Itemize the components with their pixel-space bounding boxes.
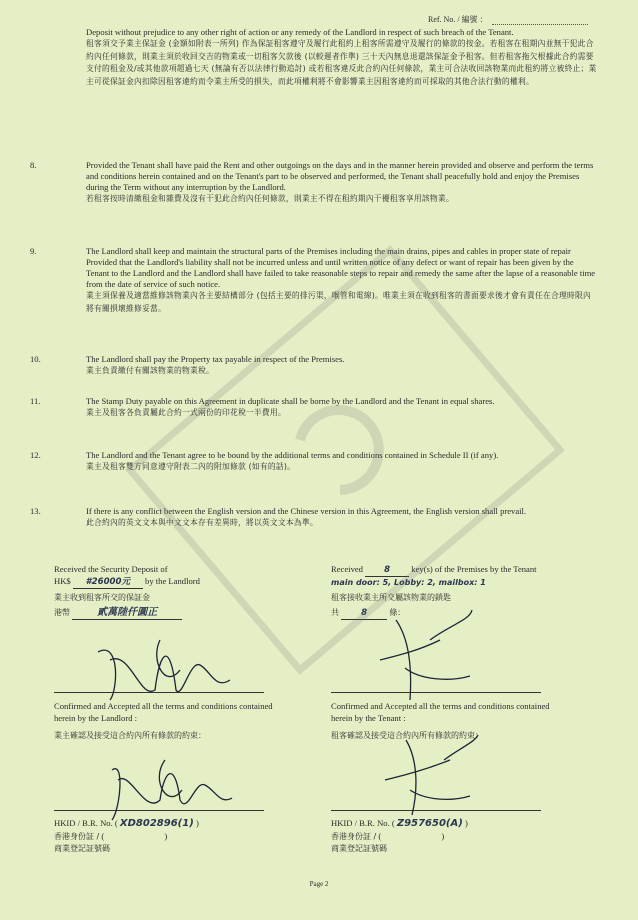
- clause-zh: 此合約內的英文文本與中文文本存有差異時，將以英文文本為準。: [86, 518, 318, 527]
- landlord-signature-top: [98, 640, 230, 700]
- clause-zh: 若租客按時清繳租金和雜費及沒有干犯此合約內任何條款，則業主不得在租約期內干擾租客享用該物業。: [86, 194, 454, 203]
- clause-en: The Landlord shall pay the Property tax payable in respect of the Premises.: [86, 354, 345, 364]
- tenant-received-label: Received: [331, 564, 363, 574]
- clause-en: The Stamp Duty payable on this Agreement in duplicate shall be borne by the Landlord and the Tenant in equal shares.: [86, 396, 495, 406]
- ref-label: Ref. No. / 編號 ：: [428, 15, 488, 24]
- intro-zh: 租客須交予業主保証金 (金額如附表一所列) 作為保証租客遵守及履行此租約上租客所需遵守及履行的條款的按金。若租客在租期內並無干犯此合約內任何條款，則業主須於收回交吉的物業或一切租客欠款後 (以較遲者作準) 三十天內無息退還該保証金予租客。但若租客拖欠根據此合約需要支付的租金及/或其他款項超過七天 (無論有否以法律行動追討) 或若租客違反此合約內任何條款，業主可合法收回該物業而此租約將立被終止；業主可從保証金內扣除因租客違約而令業主所受的損失，而此項權利將不會影響業主因租客違約而可採取的其他合法行動的權利。: [86, 39, 597, 86]
- tenant-signature-top: [380, 610, 472, 700]
- zh-hk-prefix: 港幣: [54, 608, 70, 617]
- clause-number: 8.: [30, 160, 37, 170]
- ref-blank: [492, 15, 588, 25]
- clause-zh: 業主須保養及適當維修該物業內各主要結構部分 (包括主要的排污渠，喉管和電線)。唯業主須在收到租客的書面要求後才會有責任在合理時限內將有關損壞維修妥當。: [86, 291, 591, 313]
- clause-en: Provided the Tenant shall have paid the Rent and other outgoings on the days and in the manner herein provided and observe and perform the terms and conditions herein contained and on the Tenant's part to be observed and performed, the Tenant shall peacefully hold and enjoy the Premises during the Term without any interruption by the Landlord.: [86, 160, 594, 192]
- landlord-hkid-value: XD802896(1): [119, 818, 194, 829]
- clause-13: [30, 506, 598, 530]
- zh-total-suffix: 條：: [389, 608, 406, 617]
- tenant-confirm-block: [331, 700, 571, 742]
- landlord-deposit-block: [54, 563, 294, 620]
- keys-suffix: key(s) of the Premises by the Tenant: [411, 564, 537, 574]
- intro-en: Deposit without prejudice to any other right of action or any remedy of the Landlord in respect of such breach of the Tenant.: [86, 27, 514, 37]
- by-landlord-label: by the Landlord: [145, 576, 200, 586]
- landlord-zh-received: 業主收到租客所交的保証金: [54, 593, 150, 602]
- clause-zh: 業主及租客雙方同意遵守附表二內的附加條款 (如有的話)。: [86, 462, 296, 471]
- landlord-signature-line-2: [54, 810, 264, 811]
- landlord-hkid-label: HKID / B.R. No.: [54, 818, 113, 828]
- keys-count-handwritten: 8: [365, 564, 409, 577]
- clause-number: 9.: [30, 246, 37, 256]
- tenant-hkid-value: Z957650(A): [396, 818, 463, 829]
- ref-number: [428, 14, 588, 25]
- tenant-signature-bottom: [385, 735, 478, 815]
- landlord-zh-br: 商業登記証號碼: [54, 844, 110, 853]
- deposit-zh-handwritten: 貳萬陸仟圓正: [72, 607, 182, 620]
- keys-detail-handwritten: main door: 5, Lobby: 2, mailbox: 1: [331, 578, 486, 587]
- landlord-signature-bottom: [112, 760, 232, 820]
- clause-zh: 業主及租客各負責屬此合約一式兩份的印花稅一半費用。: [86, 408, 286, 417]
- clause-en: The Landlord and the Tenant agree to be bound by the additional terms and conditions contained in Schedule II (if any).: [86, 450, 499, 460]
- clause-en: If there is any conflict between the English version and the Chinese version in this Agreement, the English version shall prevail.: [86, 506, 527, 516]
- intro-paragraph: [86, 27, 598, 88]
- tenant-confirm-en: Confirmed and Accepted all the terms and conditions contained herein by the Tenant :: [331, 701, 550, 723]
- deposit-amount-handwritten: #26000元: [73, 576, 143, 589]
- tenant-confirm-zh: 租客確認及接受這合約內所有條款的約束：: [331, 731, 483, 740]
- tenant-hkid-label: HKID / B.R. No.: [331, 818, 390, 828]
- tenant-keys-block: [331, 563, 621, 620]
- landlord-received-label: Received the Security Deposit of: [54, 564, 168, 574]
- clause-number: 11.: [30, 396, 41, 406]
- tenant-zh-id: 香港身份証 /: [331, 832, 377, 841]
- tenant-zh-received: 租客接收業主所交屬該物業的鎖匙: [331, 593, 451, 602]
- landlord-confirm-block: [54, 700, 294, 742]
- clause-8: [30, 160, 598, 206]
- tenant-id-block: HKID / B.R. No. ( Z957650(A) ) 香港身份証 / ( ) 商業登記証號碼: [331, 817, 571, 855]
- tenant-signature-line: [331, 692, 541, 693]
- clause-10: [30, 354, 598, 378]
- tenant-signature-line-2: [331, 810, 541, 811]
- tenant-zh-br: 商業登記証號碼: [331, 844, 387, 853]
- clause-number: 10.: [30, 354, 41, 364]
- landlord-signature-line: [54, 692, 264, 693]
- page-number: Page 2: [309, 880, 329, 888]
- clause-number: 13.: [30, 506, 41, 516]
- keys-total-handwritten: 8: [341, 607, 387, 620]
- clause-11: [30, 396, 598, 420]
- clause-en: The Landlord shall keep and maintain the structural parts of the Premises including the main drains, pipes and cables in proper state of repair Provided that the Landlord's liability shall not be incurred unless and until written notice of any defect or want of repair has been given by the Tenant to the Landlord and the Landlord shall have failed to take reasonable steps to repair and remedy the same after the lapse of a reasonable time from the date of service of such notice.: [86, 246, 596, 289]
- landlord-id-block: HKID / B.R. No. ( XD802896(1) ) 香港身份証 / ( ) 商業登記証號碼: [54, 817, 294, 855]
- clause-number: 12.: [30, 450, 41, 460]
- clause-9: [30, 246, 598, 315]
- hk-prefix: HK$: [54, 576, 71, 586]
- clause-zh: 業主負責繳付有關該物業的物業稅。: [86, 366, 214, 375]
- clause-12: [30, 450, 598, 474]
- landlord-confirm-en: Confirmed and Accepted all the terms and conditions contained herein by the Landlord :: [54, 701, 273, 723]
- landlord-zh-id: 香港身份証 /: [54, 832, 100, 841]
- zh-total-prefix: 共: [331, 608, 339, 617]
- landlord-confirm-zh: 業主確認及接受這合約內所有條款的約束：: [54, 731, 206, 740]
